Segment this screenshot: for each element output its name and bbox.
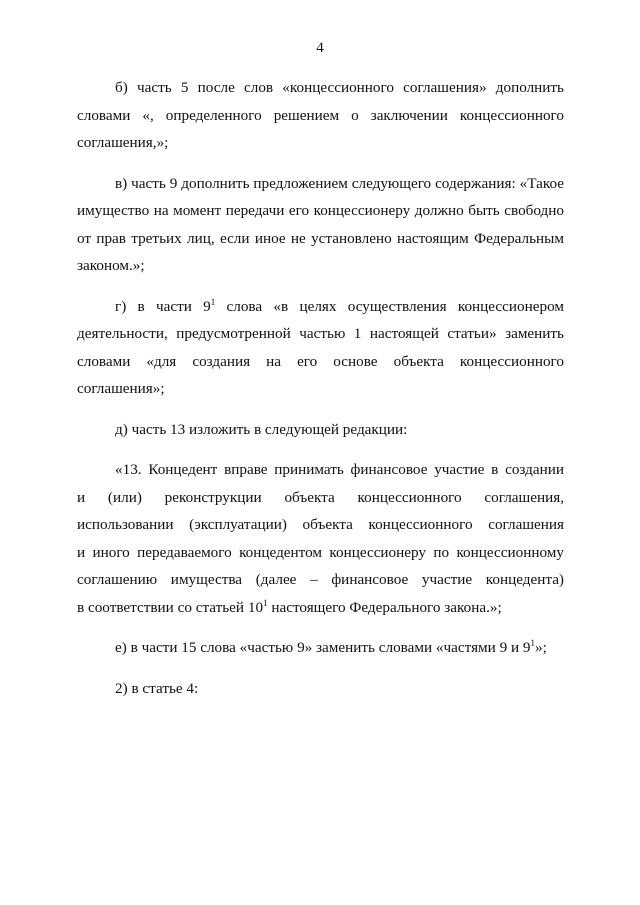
paragraph-item-2 xyxy=(77,675,564,703)
superscript: 1 xyxy=(210,296,216,307)
paragraph-d-line-1: д) часть 13 изложить в следующей редакции: xyxy=(115,420,408,438)
paragraph-g-line-1 xyxy=(77,293,564,321)
paragraph-g-line-1-pre: г) в части 9 xyxy=(115,297,211,315)
paragraph-e-pre: е) в части 15 слова «частью 9» заменить словами «частями 9 и 9 xyxy=(115,639,531,656)
paragraph-g-line-4: соглашения»; xyxy=(77,380,165,397)
paragraph-v-line-3: от прав третьих лиц, если иное не установлено настоящим Федеральным xyxy=(77,229,564,247)
paragraph-b-line-3: соглашения,»; xyxy=(77,134,169,151)
paragraph-13-line-2: и (или) реконструкции объекта концессионного соглашения, xyxy=(77,488,564,506)
paragraph-13-line-3: использовании (эксплуатации) объекта концессионного соглашения xyxy=(77,516,564,533)
paragraph-b-line-1: б) часть 5 после слов «концессионного соглашения» дополнить xyxy=(115,79,564,96)
paragraph-b-line-2: словами «, определенного решением о заключении концессионного xyxy=(77,106,564,124)
paragraph-v-line-1: в) часть 9 дополнить предложением следующего содержания: «Такое xyxy=(115,174,564,192)
paragraph-13-line-5: соглашению имущества (далее – финансовое участие концедента) xyxy=(77,571,564,588)
paragraph-g-line-1-post: слова «в целях осуществления концессионером xyxy=(215,297,565,315)
paragraph-item-2-line-1: 2) в статье 4: xyxy=(115,679,199,697)
superscript: 1 xyxy=(530,638,536,648)
paragraph-e xyxy=(77,634,564,662)
paragraph-13-line-6-pre: в соответствии со статьей 10 xyxy=(77,598,264,616)
page-number: 4 xyxy=(316,40,324,56)
paragraph-v-line-2: имущество на момент передачи его концессионеру должно быть свободно xyxy=(77,202,564,219)
paragraph-g-line-2: деятельности, предусмотренной частью 1 настоящей статьи» заменить xyxy=(77,325,564,342)
paragraph-13-line-1: «13. Концедент вправе принимать финансовое участие в создании xyxy=(115,461,564,478)
paragraph-d xyxy=(77,416,564,444)
paragraph-13-line-4: и иного передаваемого концедентом концессионеру по концессионному xyxy=(77,543,564,561)
paragraph-e-post: »; xyxy=(535,639,547,656)
superscript: 1 xyxy=(263,597,268,608)
paragraph-g xyxy=(77,293,564,403)
paragraph-13-line-6-post: настоящего Федерального закона.»; xyxy=(267,598,502,616)
paragraph-13-line-6 xyxy=(77,594,564,622)
paragraph-e-line-1 xyxy=(77,634,564,662)
paragraph-v-line-4: законом.»; xyxy=(77,257,145,274)
paragraph-g-line-3: словами «для создания на его основе объекта концессионного xyxy=(77,352,564,370)
document-body xyxy=(77,74,564,715)
paragraph-13 xyxy=(77,456,564,621)
paragraph-v xyxy=(77,170,564,280)
paragraph-b xyxy=(77,74,564,157)
